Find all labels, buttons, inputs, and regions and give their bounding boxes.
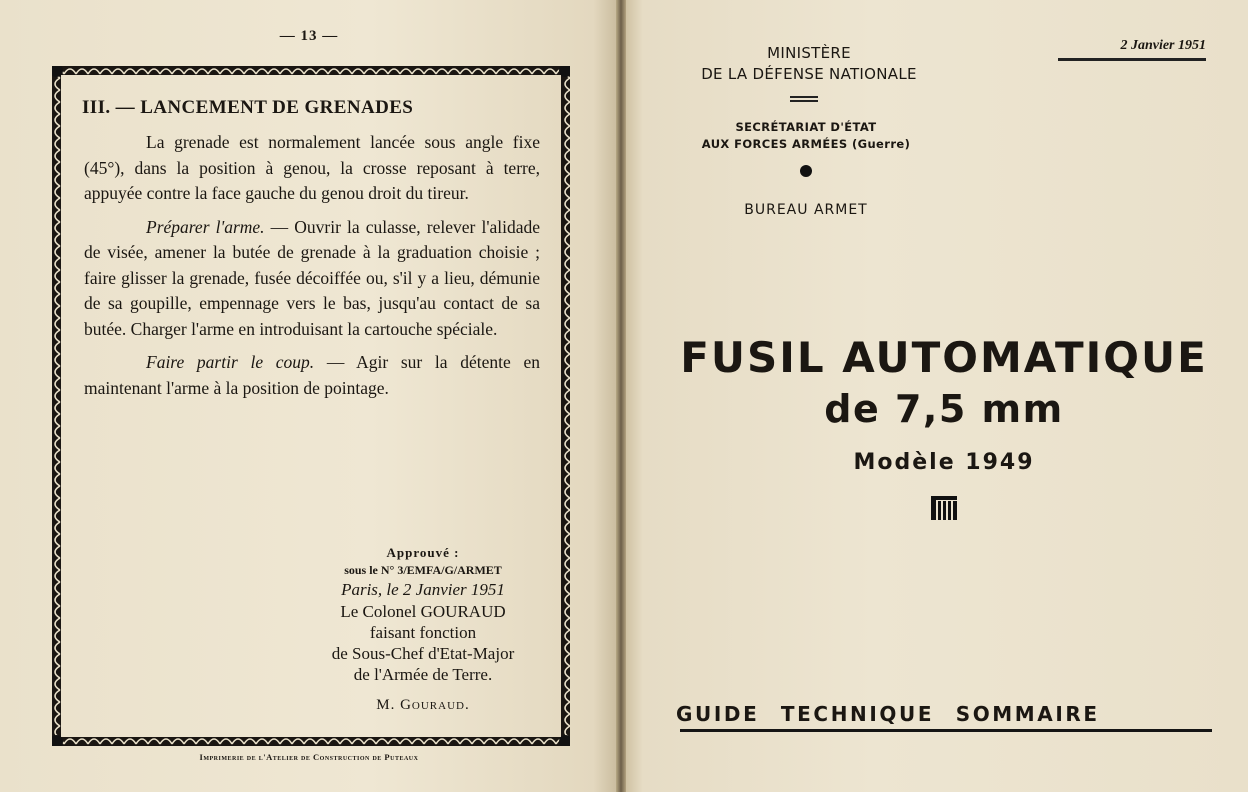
bullet-dot-icon bbox=[800, 165, 812, 177]
fire-text: — Agir sur la détente en maintenant l'arme à la position de pointage. bbox=[84, 352, 540, 398]
approval-block bbox=[290, 544, 556, 715]
document-subtitle: de 7,5 mm bbox=[824, 387, 1064, 431]
separator-double-dash bbox=[790, 96, 818, 98]
document-title: FUSIL AUTOMATIQUE bbox=[680, 333, 1208, 382]
paragraph-prepare bbox=[84, 215, 540, 343]
secretariat-heading bbox=[666, 119, 946, 153]
section-title: III. — LANCEMENT DE GRENADES bbox=[82, 97, 414, 118]
secretariat-line-2: AUX FORCES ARMÉES (Guerre) bbox=[701, 137, 911, 151]
model-label: Modèle 1949 bbox=[853, 450, 1035, 475]
ministry-heading bbox=[664, 43, 954, 85]
bureau-name: BUREAU ARMET bbox=[744, 202, 868, 218]
book-gutter bbox=[616, 0, 626, 792]
ministry-line-1: MINISTÈRE bbox=[767, 44, 851, 62]
approval-heading: Approuvé : bbox=[386, 545, 460, 560]
guide-label: GUIDE TECHNIQUE SOMMAIRE bbox=[676, 702, 1100, 726]
guide-underline bbox=[680, 729, 1212, 732]
paragraph-intro: La grenade est normalement lancée sous angle fixe (45°), dans la position à genou, la crosse reposant à terre, appuyée contre la face gauche du genou droit du tireur. bbox=[84, 132, 540, 203]
approval-date: Paris, le 2 Janvier 1951 bbox=[341, 580, 505, 599]
body-text bbox=[84, 130, 540, 409]
date-underline bbox=[1058, 58, 1206, 61]
document-date: 2 Janvier 1951 bbox=[1120, 38, 1206, 53]
prepare-text: — Ouvrir la culasse, relever l'alidade de visée, amener la butée de grenade à la graduation choisie ; faire glisser la grenade, fusée décoiffée ou, s'il y a lieu, démunie de sa goupille, empennage vers le bas, jusqu'au contact de sa butée. Charger l'arme en introduisant la cartouche spéciale. bbox=[84, 216, 540, 339]
approval-signature: M. Gouraud. bbox=[376, 697, 470, 713]
mas-logo-icon bbox=[931, 496, 957, 525]
prepare-lead: Préparer l'arme. bbox=[146, 216, 265, 237]
approval-line-1: Le Colonel GOURAUD bbox=[340, 602, 506, 621]
approval-line-4: de l'Armée de Terre. bbox=[353, 665, 493, 684]
fire-lead: Faire partir le coup. bbox=[146, 352, 315, 372]
approval-line-2: faisant fonction bbox=[369, 623, 477, 642]
page-number: — 13 — bbox=[279, 28, 339, 44]
secretariat-line-1: SECRÉTARIAT D'ÉTAT bbox=[735, 120, 877, 134]
ministry-line-2: DE LA DÉFENSE NATIONALE bbox=[701, 65, 917, 83]
printer-imprint: Imprimerie de l'Atelier de Construction de Puteaux bbox=[199, 752, 419, 762]
approval-reference: sous le N° 3/EMFA/G/ARMET bbox=[344, 563, 502, 577]
approval-line-3: de Sous-Chef d'Etat-Major bbox=[331, 644, 515, 663]
paragraph-fire bbox=[84, 350, 540, 401]
